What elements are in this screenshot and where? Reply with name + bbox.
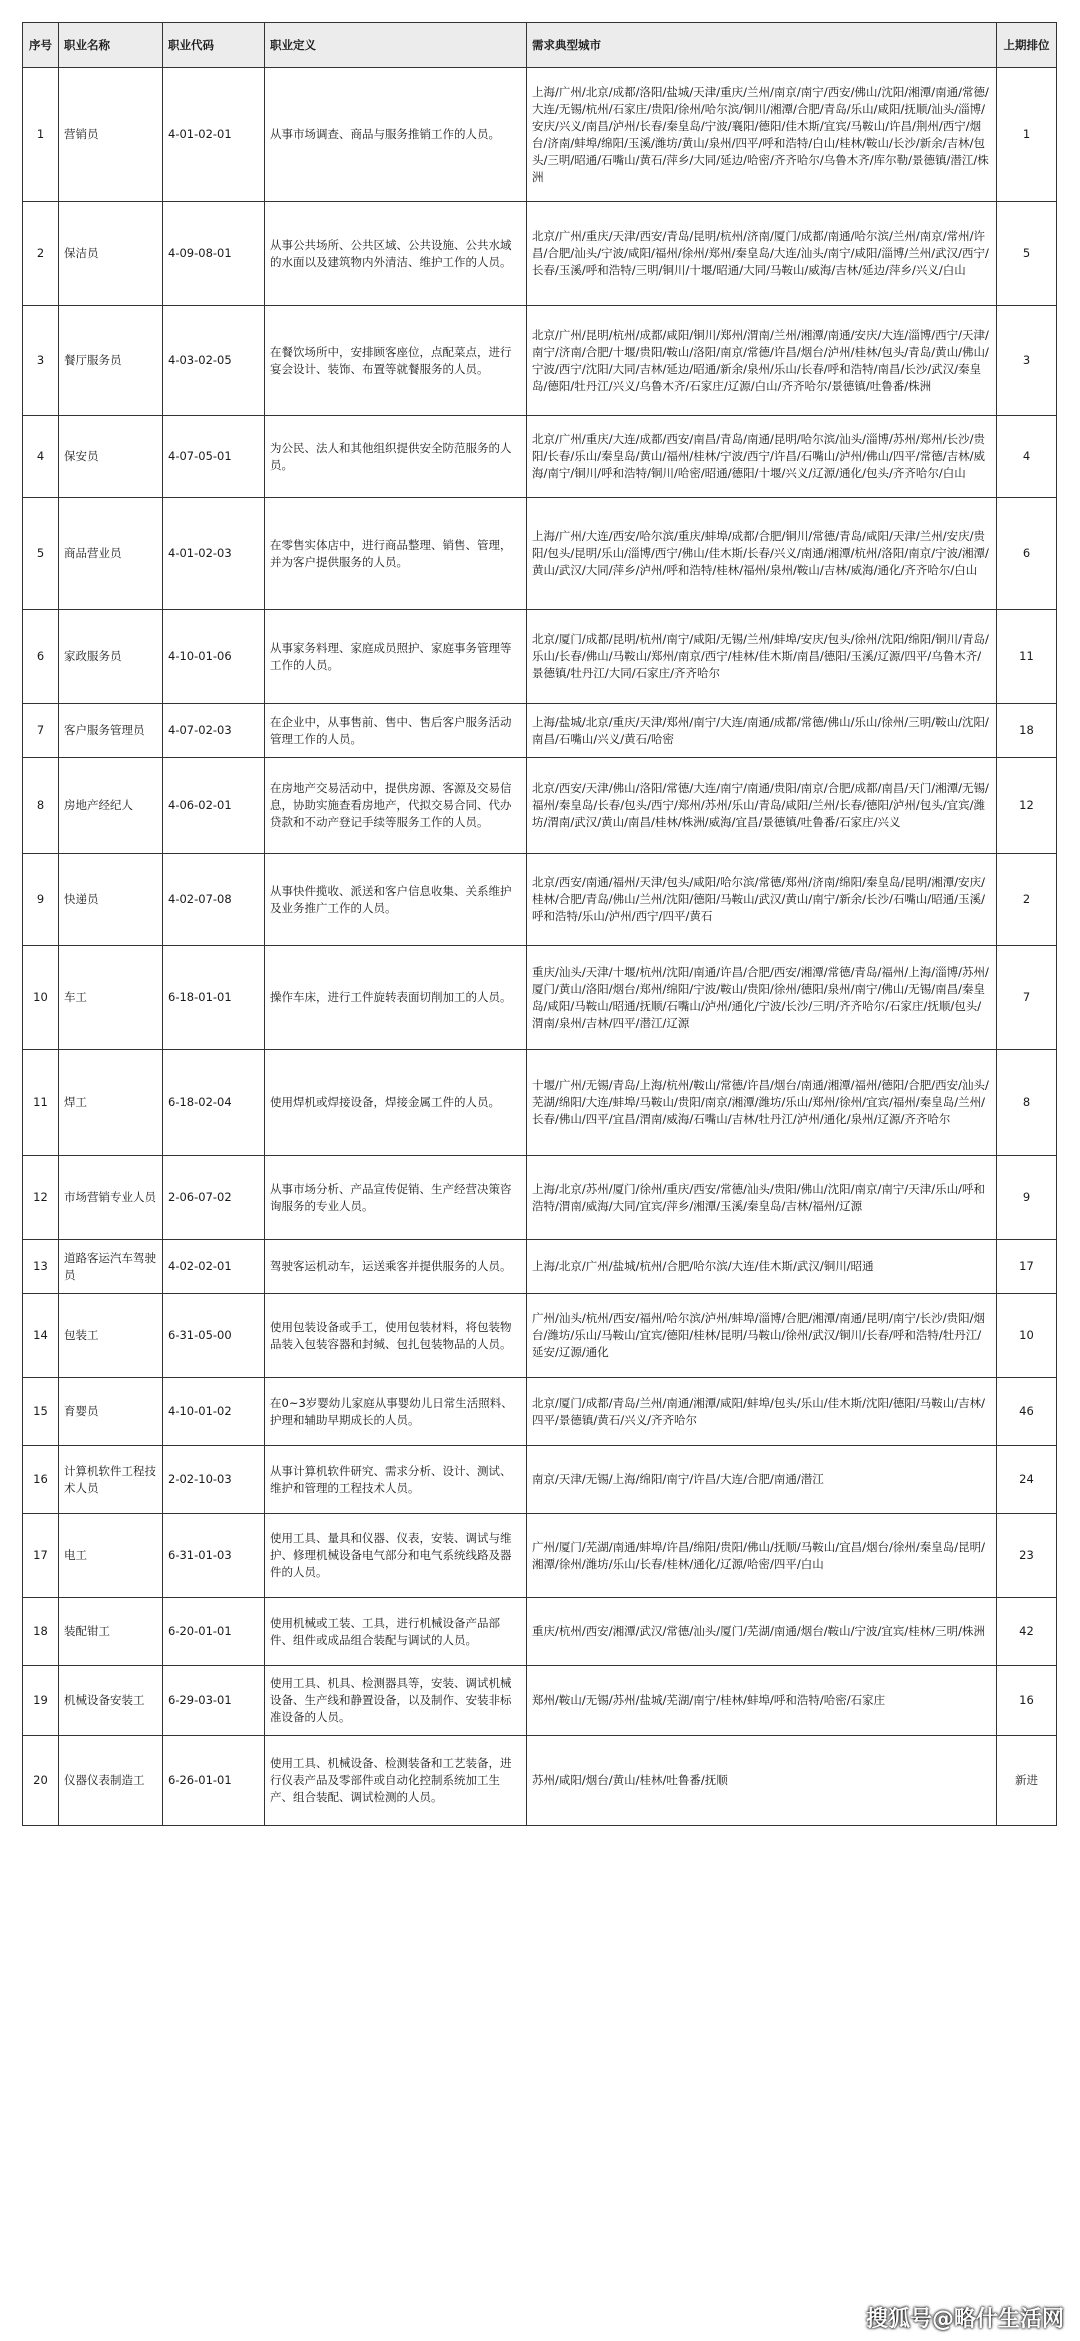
cell-code: 2-02-10-03 (163, 1446, 265, 1514)
cell-cities: 上海/广州/大连/西安/哈尔滨/重庆/蚌埠/成都/合肥/铜川/常德/青岛/咸阳/天津/兰州/安庆/贵阳/包头/昆明/乐山/淄博/西宁/佛山/佳木斯/长春/兴义/南通/湘潭/杭州/洛阳/南京/宁波/湘潭/黄山/武汉/大同/萍乡/泸州/呼和浩特/桂林/福州/泉州/鞍山/吉林/威海/通化/齐齐哈尔/白山 (527, 498, 997, 610)
cell-definition: 使用焊机或焊接设备，焊接金属工件的人员。 (265, 1050, 527, 1156)
cell-code: 6-26-01-01 (163, 1736, 265, 1826)
cell-code: 6-20-01-01 (163, 1598, 265, 1666)
cell-definition: 驾驶客运机动车，运送乘客并提供服务的人员。 (265, 1240, 527, 1294)
cell-last-rank: 3 (997, 306, 1057, 416)
cell-code: 4-10-01-02 (163, 1378, 265, 1446)
table-row (23, 68, 1057, 202)
header-definition: 职业定义 (265, 23, 527, 68)
table-body (23, 68, 1057, 1826)
cell-definition: 在0~3岁婴幼儿家庭从事婴幼儿日常生活照料、护理和辅助早期成长的人员。 (265, 1378, 527, 1446)
cell-definition: 在餐饮场所中，安排顾客座位，点配菜点，进行宴会设计、装饰、布置等就餐服务的人员。 (265, 306, 527, 416)
cell-seq: 13 (23, 1240, 59, 1294)
cell-cities: 郑州/鞍山/无锡/苏州/盐城/芜湖/南宁/桂林/蚌埠/呼和浩特/哈密/石家庄 (527, 1666, 997, 1736)
cell-seq: 7 (23, 704, 59, 758)
cell-definition: 从事公共场所、公共区域、公共设施、公共水域的水面以及建筑物内外清洁、维护工作的人员。 (265, 202, 527, 306)
cell-last-rank: 1 (997, 68, 1057, 202)
cell-definition: 从事快件揽收、派送和客户信息收集、关系维护及业务推广工作的人员。 (265, 854, 527, 946)
table-row (23, 704, 1057, 758)
cell-code: 6-18-01-01 (163, 946, 265, 1050)
cell-seq: 16 (23, 1446, 59, 1514)
cell-cities: 北京/西安/天津/佛山/洛阳/常德/大连/南宁/南通/贵阳/南京/合肥/成都/南昌/天门/湘潭/无锡/福州/秦皇岛/长春/包头/西宁/郑州/苏州/乐山/青岛/咸阳/兰州/长春/德阳/泸州/包头/宜宾/潍坊/渭南/武汉/黄山/南昌/桂林/株洲/威海/宜昌/景德镇/吐鲁番/石家庄/兴义 (527, 758, 997, 854)
cell-name: 机械设备安装工 (59, 1666, 163, 1736)
header-last-rank: 上期排位 (997, 23, 1057, 68)
cell-definition: 为公民、法人和其他组织提供安全防范服务的人员。 (265, 416, 527, 498)
table-row (23, 1156, 1057, 1240)
cell-seq: 9 (23, 854, 59, 946)
cell-name: 房地产经纪人 (59, 758, 163, 854)
cell-definition: 从事计算机软件研究、需求分析、设计、测试、维护和管理的工程技术人员。 (265, 1446, 527, 1514)
cell-last-rank: 2 (997, 854, 1057, 946)
cell-last-rank: 4 (997, 416, 1057, 498)
cell-seq: 1 (23, 68, 59, 202)
cell-cities: 北京/西安/南通/福州/天津/包头/咸阳/哈尔滨/常德/郑州/济南/绵阳/秦皇岛/昆明/湘潭/安庆/桂林/合肥/青岛/佛山/兰州/沈阳/德阳/马鞍山/武汉/黄山/南宁/新余/长沙/石嘴山/昭通/玉溪/呼和浩特/乐山/泸州/西宁/四平/黄石 (527, 854, 997, 946)
cell-seq: 6 (23, 610, 59, 704)
table-row (23, 946, 1057, 1050)
cell-last-rank: 18 (997, 704, 1057, 758)
cell-seq: 3 (23, 306, 59, 416)
cell-definition: 从事家务料理、家庭成员照护、家庭事务管理等工作的人员。 (265, 610, 527, 704)
cell-definition: 在房地产交易活动中，提供房源、客源及交易信息，协助实施查看房地产，代拟交易合同、代办贷款和不动产登记手续等服务工作的人员。 (265, 758, 527, 854)
cell-name: 商品营业员 (59, 498, 163, 610)
cell-code: 4-01-02-03 (163, 498, 265, 610)
cell-code: 4-07-02-03 (163, 704, 265, 758)
cell-definition: 从事市场调查、商品与服务推销工作的人员。 (265, 68, 527, 202)
cell-seq: 15 (23, 1378, 59, 1446)
cell-cities: 广州/厦门/芜湖/南通/蚌埠/许昌/绵阳/贵阳/佛山/抚顺/马鞍山/宜昌/烟台/徐州/秦皇岛/昆明/湘潭/徐州/潍坊/乐山/长春/桂林/通化/辽源/哈密/四平/白山 (527, 1514, 997, 1598)
cell-cities: 北京/厦门/成都/昆明/杭州/南宁/咸阳/无锡/兰州/蚌埠/安庆/包头/徐州/沈阳/绵阳/铜川/青岛/乐山/长春/佛山/马鞍山/郑州/南京/西宁/桂林/佳木斯/南昌/德阳/玉溪/辽源/四平/乌鲁木齐/景德镇/牡丹江/大同/石家庄/齐齐哈尔 (527, 610, 997, 704)
cell-cities: 北京/广州/昆明/杭州/成都/咸阳/铜川/郑州/渭南/兰州/湘潭/南通/安庆/大连/淄博/西宁/天津/南宁/济南/合肥/十堰/贵阳/鞍山/洛阳/南京/常德/许昌/烟台/泸州/桂林/包头/青岛/黄山/佛山/宁波/西宁/沈阳/大同/吉林/延边/昭通/新余/泉州/乐山/长春/呼和浩特/南昌/长沙/武汉/秦皇岛/德阳/牡丹江/兴义/乌鲁木齐/石家庄/辽源/白山/齐齐哈尔/景德镇/吐鲁番/株洲 (527, 306, 997, 416)
cell-name: 电工 (59, 1514, 163, 1598)
table-row (23, 498, 1057, 610)
cell-name: 育婴员 (59, 1378, 163, 1446)
cell-cities: 重庆/汕头/天津/十堰/杭州/沈阳/南通/许昌/合肥/西安/湘潭/常德/青岛/福州/上海/淄博/苏州/厦门/黄山/洛阳/烟台/郑州/绵阳/宁波/鞍山/贵阳/徐州/德阳/泉州/南宁/佛山/无锡/南昌/秦皇岛/咸阳/马鞍山/昭通/抚顺/石嘴山/泸州/通化/宁波/长沙/三明/齐齐哈尔/石家庄/抚顺/包头/渭南/泉州/吉林/四平/潜江/辽源 (527, 946, 997, 1050)
cell-cities: 上海/北京/苏州/厦门/徐州/重庆/西安/常德/汕头/贵阳/佛山/沈阳/南京/南宁/天津/乐山/呼和浩特/渭南/威海/大同/宜宾/萍乡/湘潭/玉溪/秦皇岛/吉林/福州/辽源 (527, 1156, 997, 1240)
cell-cities: 重庆/杭州/西安/湘潭/武汉/常德/汕头/厦门/芜湖/南通/烟台/鞍山/宁波/宜宾/桂林/三明/株洲 (527, 1598, 997, 1666)
cell-cities: 苏州/咸阳/烟台/黄山/桂林/吐鲁番/抚顺 (527, 1736, 997, 1826)
cell-seq: 10 (23, 946, 59, 1050)
cell-last-rank: 24 (997, 1446, 1057, 1514)
cell-last-rank: 17 (997, 1240, 1057, 1294)
cell-name: 计算机软件工程技术人员 (59, 1446, 163, 1514)
table-row (23, 306, 1057, 416)
table-row (23, 416, 1057, 498)
cell-cities: 北京/厦门/成都/青岛/兰州/南通/湘潭/咸阳/蚌埠/包头/乐山/佳木斯/沈阳/德阳/马鞍山/吉林/四平/景德镇/黄石/兴义/齐齐哈尔 (527, 1378, 997, 1446)
cell-code: 4-07-05-01 (163, 416, 265, 498)
cell-last-rank: 新进 (997, 1736, 1057, 1826)
header-seq: 序号 (23, 23, 59, 68)
header-cities: 需求典型城市 (527, 23, 997, 68)
cell-code: 4-02-07-08 (163, 854, 265, 946)
cell-seq: 4 (23, 416, 59, 498)
cell-last-rank: 42 (997, 1598, 1057, 1666)
cell-definition: 使用工具、机具、检测器具等，安装、调试机械设备、生产线和静置设备，以及制作、安装非标准设备的人员。 (265, 1666, 527, 1736)
cell-name: 焊工 (59, 1050, 163, 1156)
cell-code: 6-29-03-01 (163, 1666, 265, 1736)
cell-seq: 2 (23, 202, 59, 306)
table-row (23, 854, 1057, 946)
cell-name: 客户服务管理员 (59, 704, 163, 758)
cell-name: 道路客运汽车驾驶员 (59, 1240, 163, 1294)
cell-definition: 在零售实体店中，进行商品整理、销售、管理，并为客户提供服务的人员。 (265, 498, 527, 610)
cell-definition: 从事市场分析、产品宣传促销、生产经营决策咨询服务的专业人员。 (265, 1156, 527, 1240)
cell-last-rank: 8 (997, 1050, 1057, 1156)
cell-code: 2-06-07-02 (163, 1156, 265, 1240)
table-row (23, 1294, 1057, 1378)
table-row (23, 1514, 1057, 1598)
cell-name: 营销员 (59, 68, 163, 202)
cell-name: 包装工 (59, 1294, 163, 1378)
cell-cities: 南京/天津/无锡/上海/绵阳/南宁/许昌/大连/合肥/南通/潜江 (527, 1446, 997, 1514)
cell-code: 6-31-01-03 (163, 1514, 265, 1598)
cell-cities: 北京/广州/重庆/大连/成都/西安/南昌/青岛/南通/昆明/哈尔滨/汕头/淄博/苏州/郑州/长沙/贵阳/长春/乐山/秦皇岛/黄山/福州/桂林/宁波/西宁/许昌/石嘴山/泸州/佛山/四平/常德/吉林/威海/南宁/铜川/呼和浩特/铜川/哈密/昭通/德阳/十堰/兴义/辽源/通化/包头/齐齐哈尔/白山 (527, 416, 997, 498)
cell-definition: 操作车床，进行工件旋转表面切削加工的人员。 (265, 946, 527, 1050)
cell-last-rank: 46 (997, 1378, 1057, 1446)
cell-seq: 14 (23, 1294, 59, 1378)
cell-name: 保洁员 (59, 202, 163, 306)
cell-last-rank: 16 (997, 1666, 1057, 1736)
cell-name: 车工 (59, 946, 163, 1050)
cell-cities: 十堰/广州/无锡/青岛/上海/杭州/鞍山/常德/许昌/烟台/南通/湘潭/福州/德阳/合肥/西安/汕头/芜湖/绵阳/大连/蚌埠/马鞍山/贵阳/南京/湘潭/潍坊/乐山/郑州/徐州/宜宾/福州/秦皇岛/兰州/长春/佛山/四平/宜昌/渭南/威海/石嘴山/吉林/牡丹江/泸州/通化/泉州/辽源/齐齐哈尔 (527, 1050, 997, 1156)
cell-cities: 北京/广州/重庆/天津/西安/青岛/昆明/杭州/济南/厦门/成都/南通/哈尔滨/兰州/南京/常州/许昌/合肥/汕头/宁波/咸阳/福州/徐州/郑州/秦皇岛/大连/汕头/南宁/咸阳/淄博/兰州/武汉/西宁/长春/玉溪/呼和浩特/三明/铜川/十堰/昭通/大同/马鞍山/威海/吉林/延边/萍乡/兴义/白山 (527, 202, 997, 306)
cell-seq: 17 (23, 1514, 59, 1598)
table-row (23, 1050, 1057, 1156)
cell-definition: 使用包装设备或手工，使用包装材料，将包装物品装入包装容器和封缄、包扎包装物品的人员。 (265, 1294, 527, 1378)
header-name: 职业名称 (59, 23, 163, 68)
cell-name: 家政服务员 (59, 610, 163, 704)
cell-cities: 上海/广州/北京/成都/洛阳/盐城/天津/重庆/兰州/南京/南宁/西安/佛山/沈阳/湘潭/南通/常德/大连/无锡/杭州/石家庄/贵阳/徐州/哈尔滨/铜川/湘潭/合肥/青岛/乐山/咸阳/抚顺/汕头/淄博/安庆/兴义/南昌/泸州/长春/秦皇岛/宁波/襄阳/德阳/佳木斯/宜宾/马鞍山/许昌/荆州/西宁/烟台/济南/蚌埠/绵阳/玉溪/潍坊/黄山/泉州/四平/呼和浩特/白山/桂林/鞍山/长沙/新余/吉林/包头/三明/昭通/石嘴山/黄石/萍乡/大同/延边/哈密/齐齐哈尔/乌鲁木齐/库尔勒/景德镇/潜江/株洲 (527, 68, 997, 202)
occupation-table-container (22, 22, 1056, 1826)
cell-seq: 18 (23, 1598, 59, 1666)
cell-cities: 上海/盐城/北京/重庆/天津/郑州/南宁/大连/南通/成都/常德/佛山/乐山/徐州/三明/鞍山/沈阳/南昌/石嘴山/兴义/黄石/哈密 (527, 704, 997, 758)
cell-cities: 上海/北京/广州/盐城/杭州/合肥/哈尔滨/大连/佳木斯/武汉/铜川/昭通 (527, 1240, 997, 1294)
cell-seq: 20 (23, 1736, 59, 1826)
table-row (23, 610, 1057, 704)
cell-last-rank: 7 (997, 946, 1057, 1050)
cell-definition: 在企业中，从事售前、售中、售后客户服务活动管理工作的人员。 (265, 704, 527, 758)
table-row (23, 202, 1057, 306)
table-row (23, 1666, 1057, 1736)
table-row (23, 1378, 1057, 1446)
cell-last-rank: 11 (997, 610, 1057, 704)
cell-name: 装配钳工 (59, 1598, 163, 1666)
cell-seq: 5 (23, 498, 59, 610)
cell-last-rank: 5 (997, 202, 1057, 306)
cell-cities: 广州/汕头/杭州/西安/福州/哈尔滨/泸州/蚌埠/淄博/合肥/湘潭/南通/昆明/南宁/长沙/贵阳/烟台/潍坊/乐山/马鞍山/宜宾/德阳/桂林/昆明/马鞍山/徐州/武汉/铜川/长春/呼和浩特/牡丹江/延安/辽源/通化 (527, 1294, 997, 1378)
cell-name: 快递员 (59, 854, 163, 946)
cell-seq: 12 (23, 1156, 59, 1240)
cell-code: 6-18-02-04 (163, 1050, 265, 1156)
cell-last-rank: 23 (997, 1514, 1057, 1598)
cell-seq: 11 (23, 1050, 59, 1156)
cell-seq: 8 (23, 758, 59, 854)
table-row (23, 758, 1057, 854)
cell-last-rank: 9 (997, 1156, 1057, 1240)
cell-last-rank: 6 (997, 498, 1057, 610)
table-row (23, 1240, 1057, 1294)
watermark: 搜狐号@略什生活网 (865, 2307, 1064, 2332)
header-code: 职业代码 (163, 23, 265, 68)
occupation-demand-table (22, 22, 1057, 1826)
cell-code: 4-03-02-05 (163, 306, 265, 416)
cell-last-rank: 10 (997, 1294, 1057, 1378)
cell-definition: 使用工具、机械设备、检测装备和工艺装备，进行仪表产品及零部件或自动化控制系统加工生产、组合装配、调试检测的人员。 (265, 1736, 527, 1826)
cell-definition: 使用工具、量具和仪器、仪表，安装、调试与维护、修理机械设备电气部分和电气系统线路及器件的人员。 (265, 1514, 527, 1598)
cell-name: 市场营销专业人员 (59, 1156, 163, 1240)
table-row (23, 1446, 1057, 1514)
cell-name: 仪器仪表制造工 (59, 1736, 163, 1826)
cell-code: 4-09-08-01 (163, 202, 265, 306)
cell-code: 4-10-01-06 (163, 610, 265, 704)
table-header-row (23, 23, 1057, 68)
cell-last-rank: 12 (997, 758, 1057, 854)
table-row (23, 1736, 1057, 1826)
cell-name: 餐厅服务员 (59, 306, 163, 416)
cell-name: 保安员 (59, 416, 163, 498)
cell-code: 4-02-02-01 (163, 1240, 265, 1294)
cell-code: 4-01-02-01 (163, 68, 265, 202)
cell-code: 4-06-02-01 (163, 758, 265, 854)
table-row (23, 1598, 1057, 1666)
cell-code: 6-31-05-00 (163, 1294, 265, 1378)
cell-seq: 19 (23, 1666, 59, 1736)
cell-definition: 使用机械或工装、工具，进行机械设备产品部件、组件或成品组合装配与调试的人员。 (265, 1598, 527, 1666)
